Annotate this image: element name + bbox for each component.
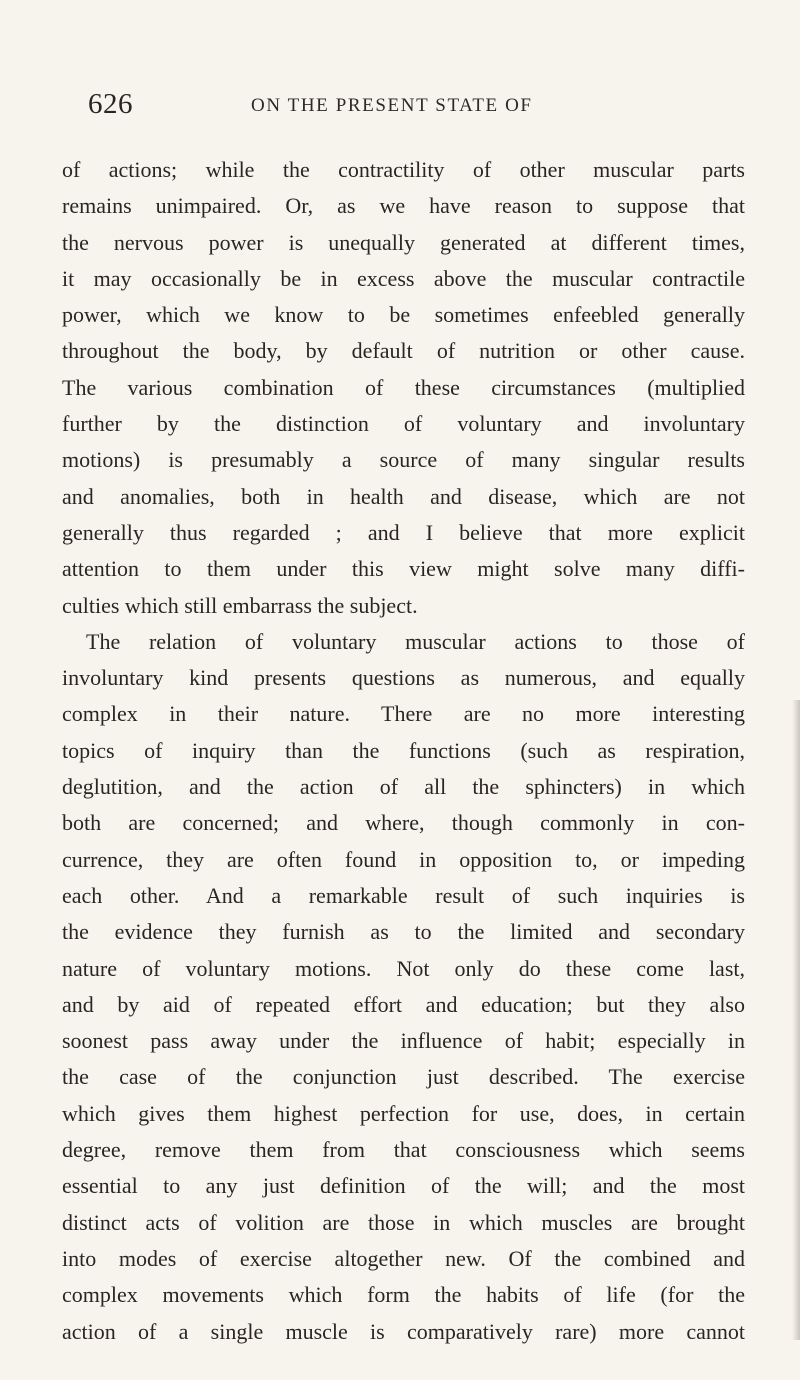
text-line: into modes of exercise altogether new. Of the combined and — [62, 1245, 745, 1271]
text-line: both are concerned; and where, though commonly in con- — [62, 810, 745, 836]
page-header — [88, 88, 728, 128]
text-line: the nervous power is unequally generated at different times, — [62, 229, 745, 255]
text-line: power, which we know to be sometimes enfeebled generally — [62, 302, 745, 328]
text-line: essential to any just definition of the will; and the most — [62, 1173, 745, 1199]
text-line: soonest pass away under the influence of habit; especially in — [62, 1028, 745, 1054]
text-line: motions) is presumably a source of many singular results — [62, 447, 745, 473]
text-line: The various combination of these circumstances (multiplied — [62, 374, 745, 400]
text-line: remains unimpaired. Or, as we have reason to suppose that — [62, 193, 745, 219]
text-line: action of a single muscle is comparatively rare) more cannot — [62, 1318, 745, 1344]
text-line: complex movements which form the habits of life (for the — [62, 1282, 745, 1308]
text-line: each other. And a remarkable result of such inquiries is — [62, 882, 745, 908]
text-line: currence, they are often found in opposition to, or impeding — [62, 846, 745, 872]
text-line: The relation of voluntary muscular actions to those of — [86, 628, 745, 654]
text-line: it may occasionally be in excess above the muscular contractile — [62, 265, 745, 291]
text-line: deglutition, and the action of all the sphincters) in which — [62, 774, 745, 800]
page-number: 626 — [88, 88, 133, 120]
page-edge-shadow — [792, 700, 800, 1340]
text-line: and anomalies, both in health and disease, which are not — [62, 483, 745, 509]
text-line: the case of the conjunction just described. The exercise — [62, 1064, 745, 1090]
text-line: involuntary kind presents questions as numerous, and equally — [62, 665, 745, 691]
text-line: of actions; while the contractility of other muscular parts — [62, 157, 745, 182]
body-text — [62, 152, 745, 1350]
text-line: topics of inquiry than the functions (such as respiration, — [62, 737, 745, 763]
text-line: generally thus regarded ; and I believe that more explicit — [62, 519, 745, 545]
text-line: degree, remove them from that consciousness which seems — [62, 1137, 745, 1163]
text-line: culties which still embarrass the subject. — [62, 592, 418, 618]
text-line: attention to them under this view might solve many diffi- — [62, 556, 745, 582]
text-line: distinct acts of volition are those in which muscles are brought — [62, 1209, 745, 1235]
text-line: the evidence they furnish as to the limited and secondary — [62, 919, 745, 945]
text-line: which gives them highest perfection for use, does, in certain — [62, 1100, 745, 1126]
text-line: and by aid of repeated effort and education; but they also — [62, 991, 745, 1017]
text-line: complex in their nature. There are no more interesting — [62, 701, 745, 727]
text-line: throughout the body, by default of nutrition or other cause. — [62, 338, 745, 364]
text-line: nature of voluntary motions. Not only do these come last, — [62, 955, 745, 981]
text-line: further by the distinction of voluntary and involuntary — [62, 411, 745, 437]
running-head: ON THE PRESENT STATE OF — [251, 95, 533, 116]
